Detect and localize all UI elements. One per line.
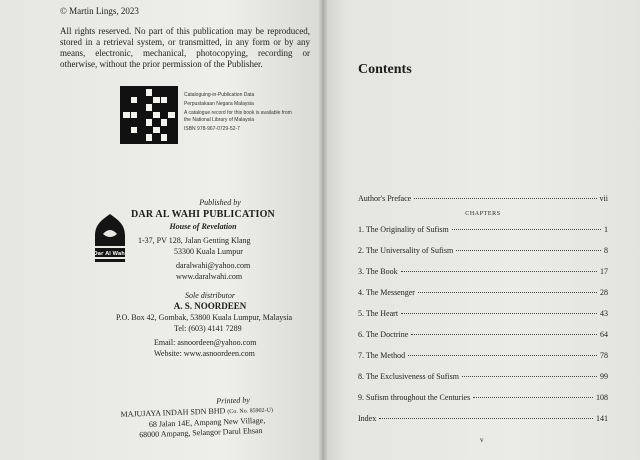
- toc-page-number: vii: [599, 194, 608, 203]
- toc-page-number: 108: [596, 393, 608, 402]
- toc-chapter-5[interactable]: [358, 309, 608, 319]
- publisher-logo-icon: [92, 212, 128, 264]
- printer-address-line: 68 Jalan 14E, Ampang New Village,: [148, 415, 266, 429]
- table-of-contents: [358, 194, 608, 435]
- toc-leader-dots: [456, 250, 601, 251]
- page-folio: v: [480, 436, 484, 444]
- toc-entry-title: 2. The Universality of Sufism: [358, 246, 454, 255]
- toc-entry-title: 6. The Doctrine: [358, 330, 409, 339]
- toc-leader-dots: [473, 397, 593, 398]
- toc-entry-title: 1. The Originality of Sufism: [358, 225, 449, 234]
- book-gutter: [318, 0, 328, 460]
- distributor-address: [116, 312, 316, 359]
- toc-preface[interactable]: [358, 194, 608, 204]
- toc-chapter-2[interactable]: [358, 246, 608, 256]
- toc-leader-dots: [401, 313, 597, 314]
- publisher-address-line: 53300 Kuala Lumpur: [174, 247, 243, 256]
- publisher-address: [138, 235, 298, 282]
- publisher-imprint: House of Revelation: [169, 222, 237, 231]
- publisher-email: daralwahi@yahoo.com: [176, 261, 251, 270]
- toc-entry-title: 9. Sufism throughout the Centuries: [358, 393, 471, 402]
- toc-page-number: 17: [600, 267, 608, 276]
- distributor-phone: Tel: (603) 4141 7289: [174, 324, 242, 333]
- toc-leader-dots: [462, 376, 597, 377]
- printed-by-label: Printed by: [216, 395, 250, 406]
- toc-page-number: 8: [604, 246, 608, 255]
- distributor-name: A. S. NOORDEEN: [173, 301, 247, 311]
- distributor-email: Email: asnoordeen@yahoo.com: [154, 338, 257, 347]
- toc-entry-title: 7. The Method: [358, 351, 406, 360]
- logo-text: Dar Al Wahi: [93, 251, 127, 257]
- cip-text: [184, 92, 294, 135]
- cip-line-2: Perpustakaan Negara Malaysia: [184, 101, 254, 107]
- printer-registration: (Co. No. 85902-U): [227, 407, 274, 416]
- toc-chapter-1[interactable]: [358, 225, 608, 235]
- toc-chapter-8[interactable]: [358, 372, 608, 382]
- toc-chapter-9[interactable]: [358, 393, 608, 403]
- toc-leader-dots: [414, 198, 596, 199]
- toc-entry-title: 5. The Heart: [358, 309, 399, 318]
- toc-page-number: 43: [600, 309, 608, 318]
- printer-address-line: 68000 Ampang, Selangor Darul Ehsan: [139, 425, 263, 440]
- toc-chapter-3[interactable]: [358, 267, 608, 277]
- isbn: ISBN 978-967-0729-52-7: [184, 126, 240, 132]
- rights-statement: All rights reserved. No part of this publication may be reproduced, stored in a retrieval system, or transmitted, in any form or by any means, electronic, mechanical, photocopying, recording or otherwise, without the prior permission of the Publisher.: [60, 26, 310, 69]
- toc-entry-title: 8. The Exclusiveness of Sufism: [358, 372, 459, 381]
- printer-name: MAJUJAYA INDAH SDN BHD: [120, 406, 226, 419]
- toc-leader-dots: [379, 418, 593, 419]
- qr-code-icon: [120, 86, 178, 144]
- cip-line-1: Cataloguing-in-Publication Data: [184, 92, 255, 98]
- published-by-label: Published by: [199, 198, 241, 207]
- toc-entry-title: 3. The Book: [358, 267, 398, 276]
- toc-page-number: 1: [604, 225, 608, 234]
- toc-index[interactable]: [358, 414, 608, 424]
- toc-leader-dots: [408, 355, 597, 356]
- toc-chapter-7[interactable]: [358, 351, 608, 361]
- toc-leader-dots: [418, 292, 597, 293]
- toc-entry-title: Author's Preface: [358, 194, 412, 203]
- toc-entry-title: 4. The Messenger: [358, 288, 415, 297]
- toc-chapter-4[interactable]: [358, 288, 608, 298]
- cip-block: [120, 86, 295, 152]
- publisher-address-line: 1-37, PV 128, Jalan Genting Klang: [138, 236, 251, 245]
- toc-page-number: 141: [596, 414, 608, 423]
- publisher-website: www.daralwahi.com: [176, 272, 243, 281]
- publisher-name: DAR AL WAHI PUBLICATION: [131, 209, 275, 220]
- toc-page-number: 99: [600, 372, 608, 381]
- toc-entry-title: Index: [358, 414, 377, 423]
- distributor-address-line: P.O. Box 42, Gombak, 53800 Kuala Lumpur, Malaysia: [116, 313, 293, 322]
- toc-chapter-6[interactable]: [358, 330, 608, 340]
- toc-page-number: 28: [600, 288, 608, 297]
- toc-page-number: 78: [600, 351, 608, 360]
- toc-leader-dots: [452, 229, 601, 230]
- distributor-website: Website: www.asnoordeen.com: [154, 349, 255, 358]
- toc-leader-dots: [401, 271, 597, 272]
- printer-block: [118, 393, 309, 441]
- toc-page-number: 64: [600, 330, 608, 339]
- toc-leader-dots: [411, 334, 597, 335]
- chapters-heading: CHAPTERS: [465, 211, 501, 217]
- contents-title: Contents: [358, 62, 412, 77]
- sole-distributor-label: Sole distributor: [184, 291, 235, 300]
- cip-line-3: A catalogue record for this book is available from the National Library of Malaysia: [184, 110, 292, 123]
- copyright-line: © Martin Lings, 2023: [60, 6, 139, 16]
